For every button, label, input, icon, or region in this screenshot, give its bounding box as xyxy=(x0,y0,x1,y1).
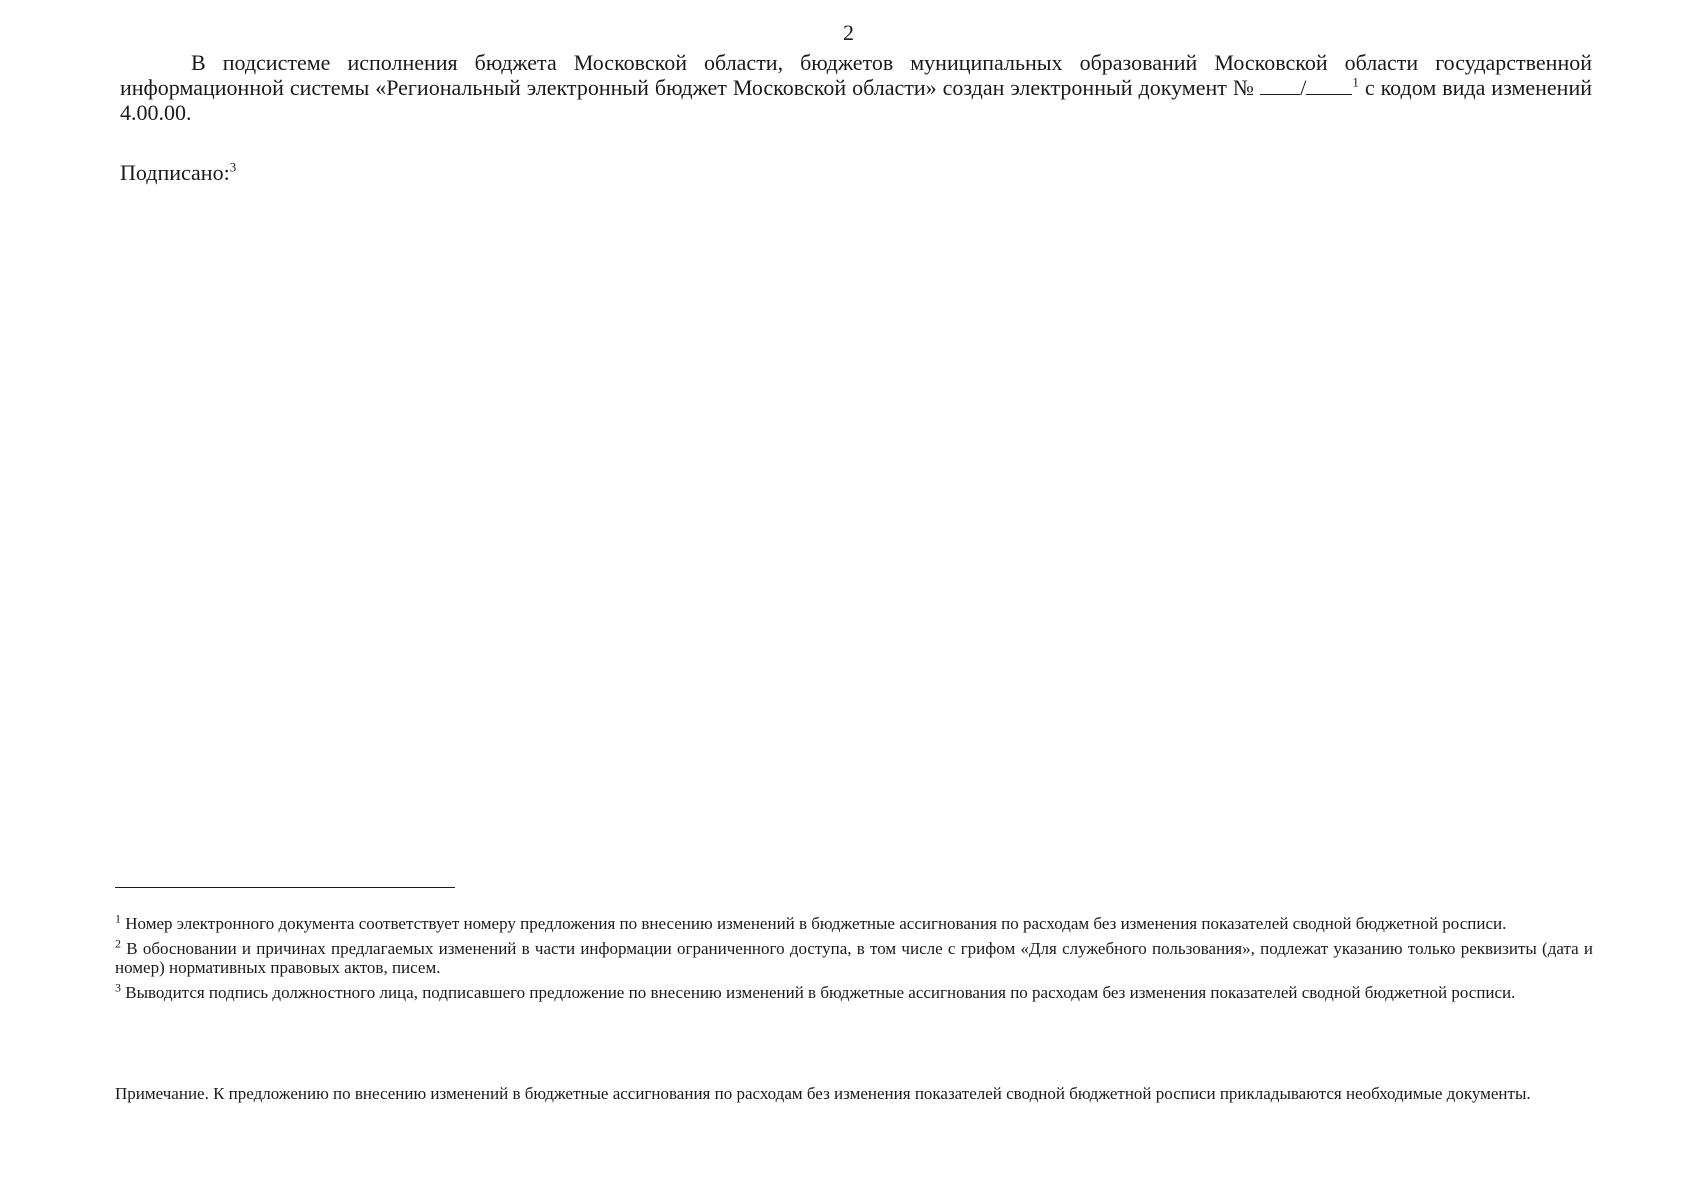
footnote-mark: 2 xyxy=(115,936,121,951)
document-number-blank-1 xyxy=(1260,76,1300,95)
footnote-text: В обосновании и причинах предлагаемых изменений в части информации ограниченного доступа, в том числе с грифом «Для служебного пользования», подлежат указанию только реквизиты (дата и номер) нормативных правовых актов, писем. xyxy=(115,939,1593,977)
footnotes xyxy=(115,911,1593,1008)
main-paragraph xyxy=(120,50,1592,125)
footnote-mark: 1 xyxy=(115,911,121,926)
note-paragraph: Примечание. К предложению по внесению изменений в бюджетные ассигнования по расходам без изменения показателей сводной бюджетной росписи прикладываются необходимые документы. xyxy=(115,1084,1531,1103)
footnote-text: Выводится подпись должностного лица, подписавшего предложение по внесению изменений в бюджетные ассигнования по расходам без изменения показателей сводной бюджетной росписи. xyxy=(121,983,1516,1002)
footnote-mark: 3 xyxy=(115,980,121,995)
document-number-blank-2 xyxy=(1306,76,1352,95)
footnote-text: Номер электронного документа соответствует номеру предложения по внесению изменений в бюджетные ассигнования по расходам без изменения показателей сводной бюджетной росписи. xyxy=(121,914,1507,933)
signed-label xyxy=(120,160,236,186)
footnote-ref-1: 1 xyxy=(1352,74,1359,90)
footnote-item xyxy=(115,980,1593,1002)
footnote-item xyxy=(115,911,1593,933)
main-text-before: В подсистеме исполнения бюджета Московской области, бюджетов муниципальных образований Московской области государственной информационной системы «Региональный электронный бюджет Московской области» создан электронный документ № xyxy=(120,50,1592,100)
footnote-ref-3: 3 xyxy=(229,159,237,175)
page-number: 2 xyxy=(843,20,854,45)
main-text-after: с кодом вида изменений 4.00.00. xyxy=(120,75,1593,125)
signed-text: Подписано: xyxy=(120,160,230,185)
document-number-separator: / xyxy=(1300,75,1307,100)
footnote-divider xyxy=(115,887,455,888)
footnote-item xyxy=(115,936,1593,977)
